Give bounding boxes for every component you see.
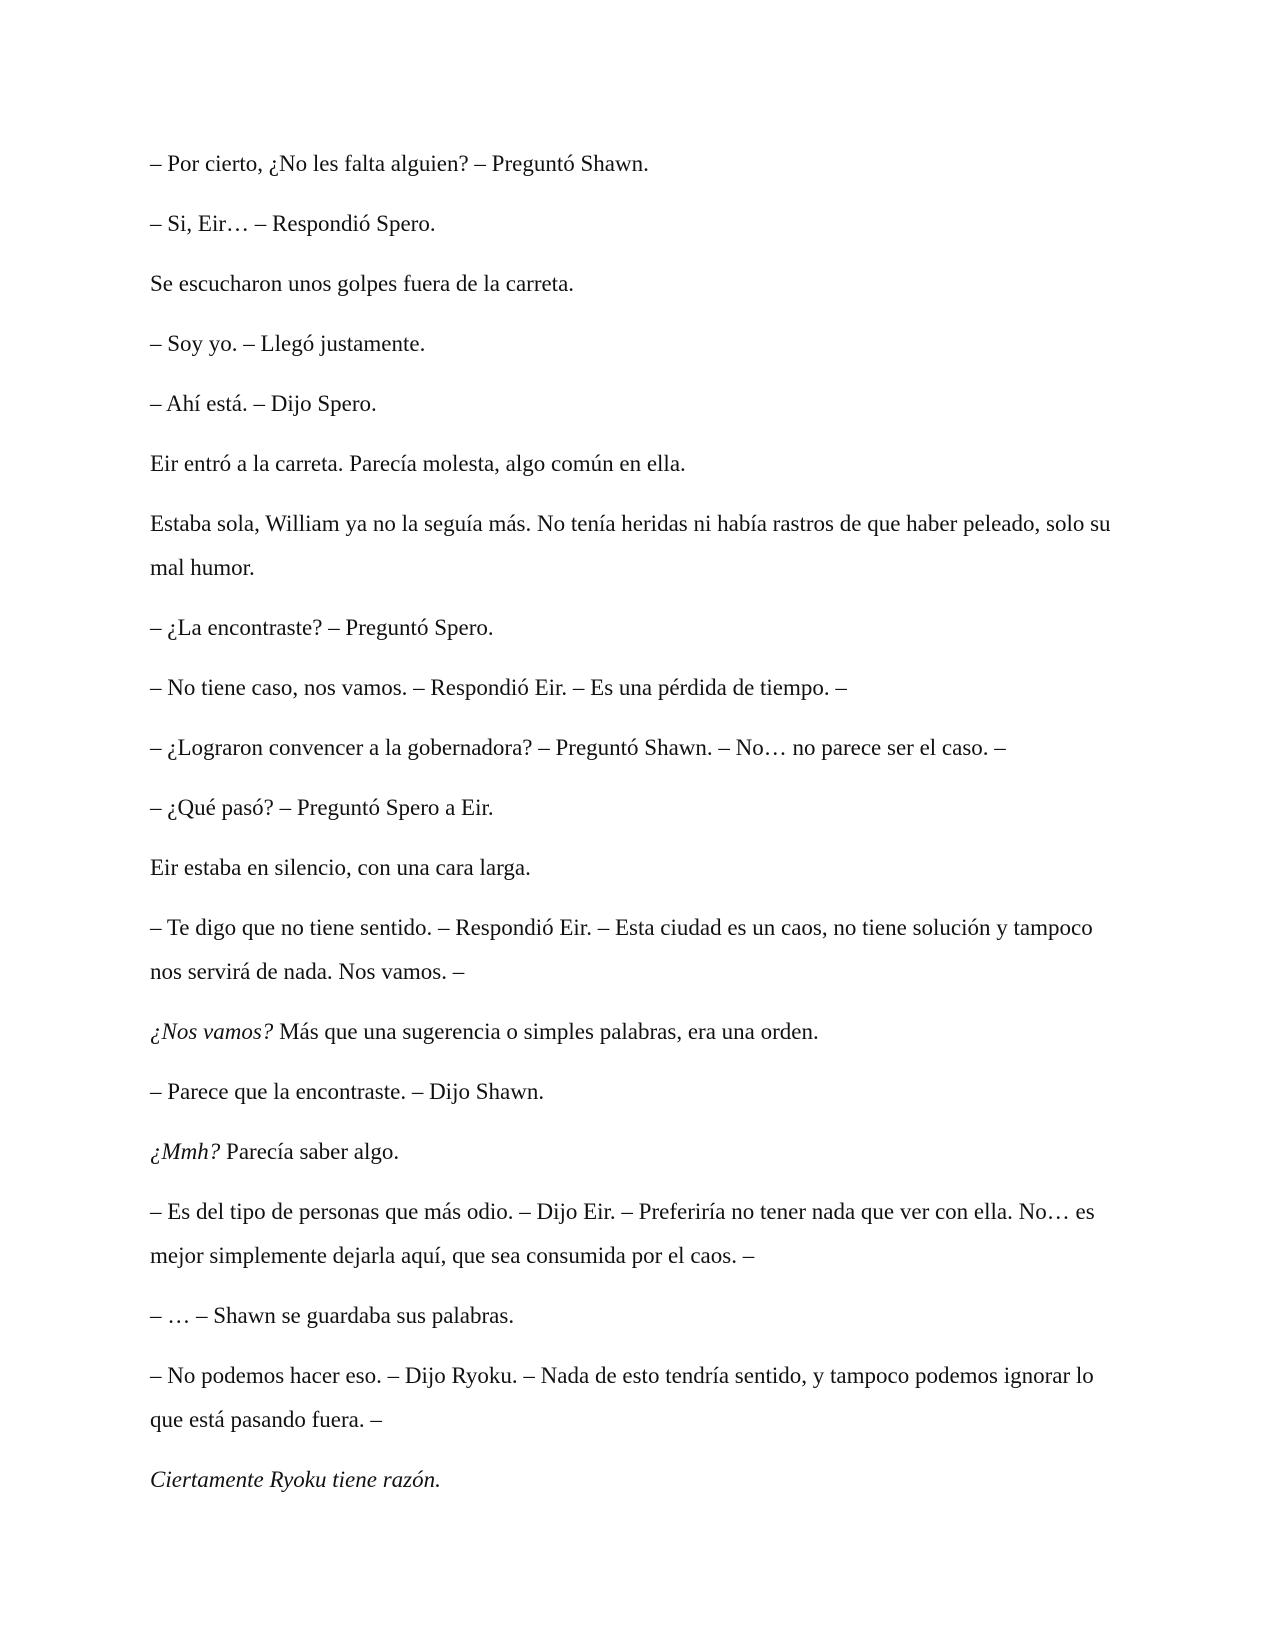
paragraph-19: – No podemos hacer eso. – Dijo Ryoku. – Nada de esto tendría sentido, y tampoco podemos ignorar lo que está pasando fuera. – [150,1363,1094,1432]
paragraph-15: – Parece que la encontraste. – Dijo Shawn. [150,1079,545,1104]
paragraph-14-italic: ¿Nos vamos? [150,1019,274,1044]
paragraph-8: – ¿La encontraste? – Preguntó Spero. [150,615,494,640]
paragraph-16-italic: ¿Mmh? [150,1139,221,1164]
paragraph-12: Eir estaba en silencio, con una cara larga. [150,855,531,880]
paragraph-10: – ¿Lograron convencer a la gobernadora? – Preguntó Shawn. – No… no parece ser el caso. – [150,735,1006,760]
paragraph-18: – … – Shawn se guardaba sus palabras. [150,1303,515,1328]
document-body [150,142,1130,1518]
paragraph-14 [150,1010,1130,1054]
paragraph-5: – Ahí está. – Dijo Spero. [150,391,377,416]
paragraph-11: – ¿Qué pasó? – Preguntó Spero a Eir. [150,795,494,820]
paragraph-16-text: Parecía saber algo. [220,1139,400,1164]
paragraph-13: – Te digo que no tiene sentido. – Respondió Eir. – Esta ciudad es un caos, no tiene solución y tampoco nos servirá de nada. Nos vamos. – [150,915,1093,984]
paragraph-14-text: Más que una sugerencia o simples palabras, era una orden. [273,1019,819,1044]
paragraph-17: – Es del tipo de personas que más odio. – Dijo Eir. – Preferiría no tener nada que ver con ella. No… es mejor simplemente dejarla aquí, que sea consumida por el caos. – [150,1199,1095,1268]
paragraph-4: – Soy yo. – Llegó justamente. [150,331,426,356]
paragraph-7: Estaba sola, William ya no la seguía más. No tenía heridas ni había rastros de que haber peleado, solo su mal humor. [150,511,1111,580]
paragraph-20: Ciertamente Ryoku tiene razón. [150,1467,441,1492]
paragraph-2: – Si, Eir… – Respondió Spero. [150,211,436,236]
paragraph-3: Se escucharon unos golpes fuera de la carreta. [150,271,575,296]
paragraph-16 [150,1130,1130,1174]
paragraph-1: – Por cierto, ¿No les falta alguien? – Preguntó Shawn. [150,151,649,176]
paragraph-6: Eir entró a la carreta. Parecía molesta, algo común en ella. [150,451,686,476]
paragraph-9: – No tiene caso, nos vamos. – Respondió Eir. – Es una pérdida de tiempo. – [150,675,847,700]
